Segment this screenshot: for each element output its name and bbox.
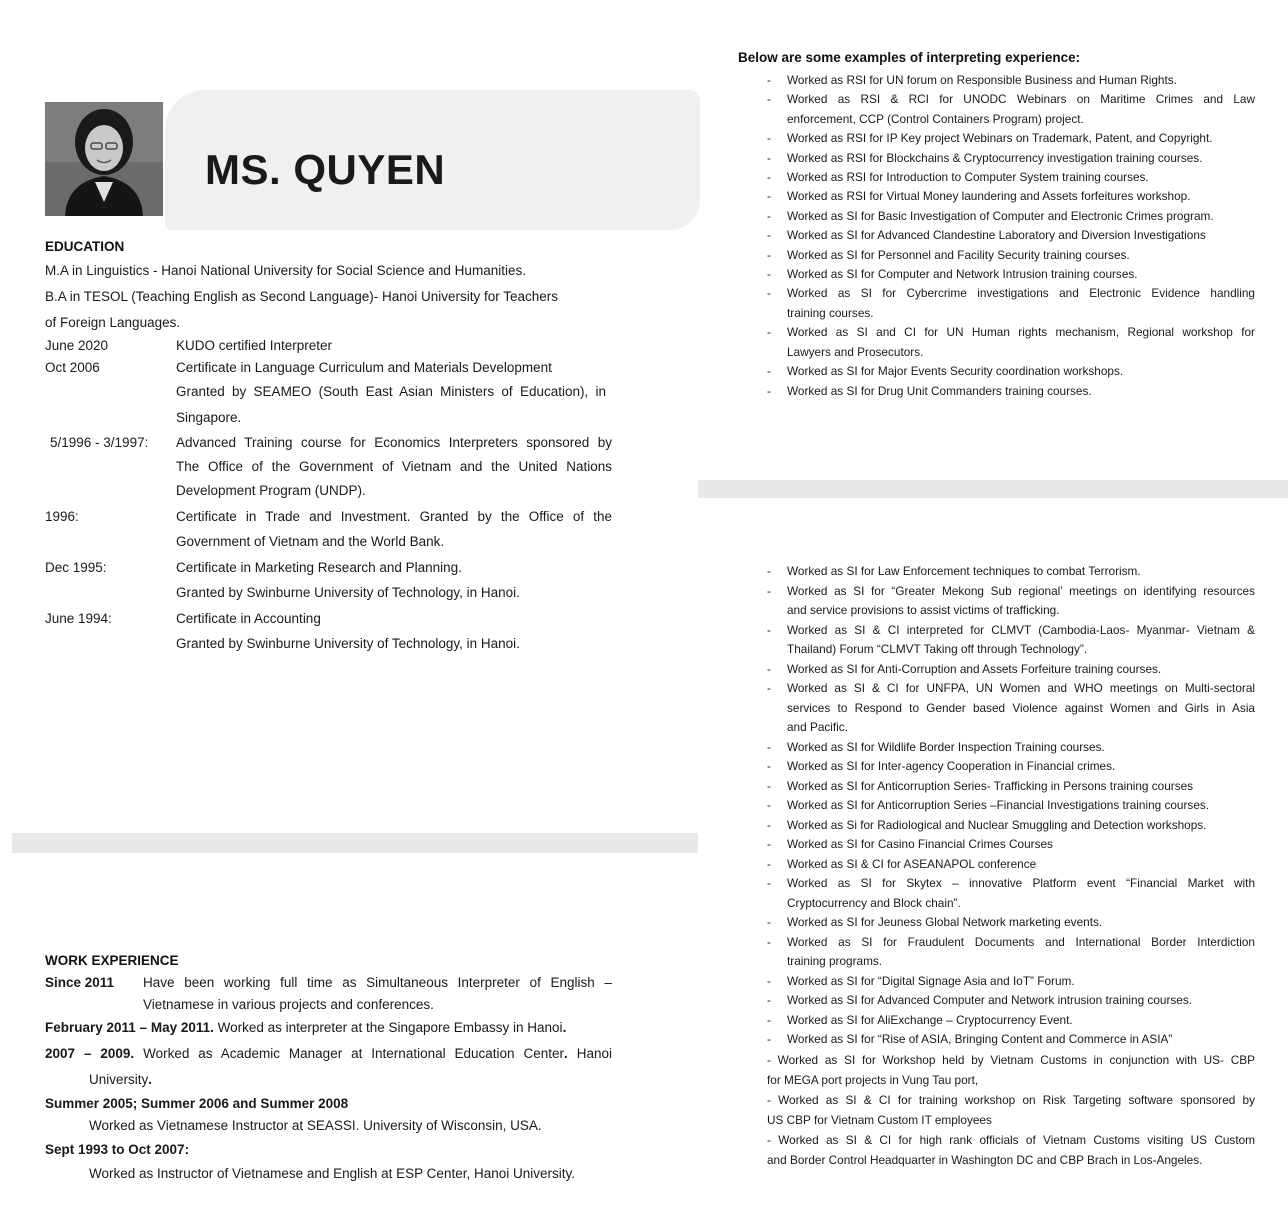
list-item [767, 796, 1255, 816]
list-item-text: Worked as SI for Casino Financial Crimes Courses [787, 837, 1053, 851]
bullet-dash: - [767, 1032, 771, 1046]
bullet-dash: - [767, 739, 771, 754]
list-item-text: Worked as SI & CI for UNFPA, UN Women and WHO meetings on Multi-sectoral [787, 681, 1255, 695]
list-item-text: Worked as RSI for Virtual Money laundering and Assets forfeitures workshop. [787, 189, 1191, 204]
list-item [767, 129, 1255, 148]
edu-date: 5/1996 - 3/1997: [50, 435, 149, 450]
list-item-text: Worked as SI & CI for ASEANAPOL conference [787, 856, 1037, 871]
bullet-dash: - [767, 208, 771, 223]
bullet-dash: - [767, 798, 771, 812]
work-date: Summer 2005; Summer 2006 and Summer 2008 [45, 1096, 349, 1111]
list-item [767, 816, 1255, 836]
list-item-text: Worked as RSI for IP Key project Webinars on Trademark, Patent, and Copyright. [787, 131, 1213, 146]
bullet-dash: - [767, 92, 771, 107]
degree-ba: B.A in TESOL (Teaching English as Second Language)- Hanoi University for Teachers [45, 289, 559, 304]
bullet-dash: - [767, 247, 771, 262]
work-date: February 2011 – May 2011. [45, 1020, 214, 1035]
bullet-dash: - [767, 131, 771, 146]
list-item-text: Worked as SI for “Rise of ASIA, Bringing Content and Commerce in ASIA” [787, 1032, 1173, 1046]
work-date: Sept 1993 to Oct 2007: [45, 1142, 190, 1157]
bullet-dash: - [767, 228, 771, 243]
list-item-text: Worked as SI for Computer and Network Intrusion training courses. [787, 267, 1138, 282]
list-item-text: - Worked as SI & CI for high rank officials of Vietnam Customs visiting US Custom [767, 1133, 1255, 1147]
edu-line: Certificate in Language Curriculum and Materials Development [176, 360, 552, 375]
page-separator-left [12, 833, 698, 853]
list-item-text: Worked as SI for Fraudulent Documents and International Border Interdiction [787, 934, 1255, 949]
list-item-text: Worked as RSI for Introduction to Computer System training courses. [787, 170, 1149, 185]
bullet-dash: - [767, 622, 771, 637]
work-text: Worked as Academic Manager at International Education Center [143, 1046, 565, 1061]
list-item [767, 679, 1255, 738]
list-item-text: US CBP for Vietnam Custom IT employees [767, 1113, 992, 1127]
work-date: 2007 – 2009. [45, 1046, 135, 1061]
list-item-text: Lawyers and Prosecutors. [787, 344, 924, 359]
work-heading: WORK EXPERIENCE [45, 953, 179, 968]
bullet-dash: - [767, 759, 771, 773]
list-item [767, 149, 1255, 168]
list-item-text: training courses. [787, 305, 874, 320]
list-item [767, 284, 1255, 323]
list-item-text: Worked as SI for Advanced Computer and Network intrusion training courses. [787, 993, 1193, 1007]
list-item-text: Worked as RSI & RCI for UNODC Webinars on Maritime Crimes and Law [787, 92, 1255, 107]
list-item [767, 226, 1255, 245]
work-text: Worked as Vietnamese Instructor at SEASSI. University of Wisconsin, USA. [89, 1118, 542, 1133]
list-item-text: Worked as SI for Cybercrime investigations and Electronic Evidence handling [787, 286, 1255, 301]
list-item [767, 207, 1255, 226]
list-item-text: Thailand) Forum “CLMVT Taking off through Technology”. [787, 642, 1088, 656]
list-item-text: Worked as RSI for UN forum on Responsible Business and Human Rights. [787, 73, 1177, 87]
list-item-text: Worked as SI for Drug Unit Commanders training courses. [787, 383, 1092, 398]
list-item [767, 777, 1255, 797]
list-item [767, 913, 1255, 933]
edu-line: Certificate in Accounting [176, 611, 321, 626]
profile-photo [45, 102, 163, 216]
list-item [767, 1030, 1255, 1050]
bullet-dash: - [767, 1012, 771, 1027]
list-item [767, 660, 1255, 680]
list-item-text: Worked as SI for Basic Investigation of Computer and Electronic Crimes program. [787, 208, 1214, 223]
list-item-text: and service provisions to assist victims of trafficking. [787, 603, 1060, 617]
list-item-text: and Pacific. [787, 720, 848, 734]
list-item [767, 835, 1255, 855]
work-text: Hanoi [576, 1046, 612, 1061]
list-item [767, 582, 1255, 621]
list-item-text: Worked as SI and CI for UN Human rights mechanism, Regional workshop for [787, 325, 1255, 340]
edu-date: Dec 1995: [45, 560, 107, 575]
list-item-text: Worked as SI for “Greater Mekong Sub regional’ meetings on identifying resources [787, 583, 1255, 598]
degree-ma: M.A in Linguistics - Hanoi National University for Social Science and Humanities. [45, 263, 526, 278]
edu-date: June 2020 [45, 338, 109, 353]
list-item-text: Worked as SI for Advanced Clandestine Laboratory and Diversion Investigations [787, 228, 1206, 243]
bullet-dash: - [767, 150, 771, 165]
edu-date: Oct 2006 [45, 360, 100, 375]
work-text: Worked as Instructor of Vietnamese and English at ESP Center, Hanoi University. [89, 1166, 575, 1181]
work-entry-feb-2011 [45, 1020, 566, 1035]
list-item-text: and Border Control Headquarter in Washington DC and CBP Brach in Los-Angeles. [767, 1153, 1203, 1167]
list-item-text: Worked as SI for Jeuness Global Network marketing events. [787, 915, 1103, 929]
edu-date: June 1994: [45, 611, 112, 626]
edu-line: The Office of the Government of Vietnam and the United Nations [176, 459, 612, 474]
edu-line: Granted by Swinburne University of Technology, in Hanoi. [176, 636, 520, 651]
list-item-text: Worked as SI for Anticorruption Series- Trafficking in Persons training courses [787, 778, 1194, 793]
list-item [767, 757, 1255, 777]
list-item-text: services to Respond to Gender based Violence against Women and Girls in Asia [787, 700, 1255, 715]
list-item [767, 621, 1255, 660]
edu-line: Granted by SEAMEO (South East Asian Ministers of Education), in [176, 384, 606, 399]
list-item-text: - Worked as SI for Workshop held by Vietnam Customs in conjunction with US- CBP [767, 1053, 1255, 1067]
list-item-text: Worked as SI for Personnel and Facility Security training courses. [787, 247, 1130, 262]
list-item [767, 382, 1255, 401]
list-item [767, 991, 1255, 1011]
bullet-dash: - [767, 661, 771, 676]
list-item-text: for MEGA port projects in Vung Tau port, [767, 1073, 979, 1087]
edu-line: KUDO certified Interpreter [176, 338, 333, 353]
list-item [767, 738, 1255, 758]
list-item-text: Worked as SI for “Digital Signage Asia and IoT” Forum. [787, 973, 1075, 988]
bullet-dash: - [767, 915, 771, 929]
list-item [767, 187, 1255, 206]
interpreting-list-top [767, 71, 1255, 401]
work-entry-2007-cont [89, 1072, 152, 1087]
edu-line: Granted by Swinburne University of Technology, in Hanoi. [176, 585, 520, 600]
work-entry-2007 [45, 1046, 612, 1061]
bullet-dash: - [767, 817, 771, 832]
bullet-dash: - [767, 364, 771, 379]
candidate-name: MS. QUYEN [205, 146, 446, 193]
bullet-dash: - [767, 286, 771, 301]
work-punct: . [148, 1072, 153, 1087]
list-item-text: Cryptocurrency and Block chain”. [787, 895, 961, 910]
list-item [767, 855, 1255, 875]
list-item-text: Worked as SI for Anticorruption Series –Financial Investigations training courses. [787, 798, 1210, 812]
list-item [767, 362, 1255, 381]
interpreting-heading: Below are some examples of interpreting experience: [738, 50, 1081, 65]
edu-line: Government of Vietnam and the World Bank. [176, 534, 445, 549]
edu-line: Advanced Training course for Economics Interpreters sponsored by [176, 435, 612, 450]
list-item [767, 874, 1255, 913]
bullet-dash: - [767, 383, 771, 398]
list-item-text: Worked as Si for Radiological and Nuclear Smuggling and Detection workshops. [787, 817, 1207, 832]
bullet-dash: - [767, 934, 771, 949]
list-item [767, 972, 1255, 992]
list-item-text: Worked as SI for Wildlife Border Inspection Training courses. [787, 739, 1105, 754]
edu-date: 1996: [45, 509, 79, 524]
edu-line: Singapore. [176, 410, 242, 425]
bullet-dash: - [767, 267, 771, 282]
work-punct: . [564, 1046, 568, 1061]
edu-line: Certificate in Trade and Investment. Granted by the Office of the [176, 509, 612, 524]
work-text: Have been working full time as Simultaneous Interpreter of English – [143, 975, 612, 990]
list-item-text: training programs. [787, 954, 883, 968]
list-item-text: Worked as SI for Anti-Corruption and Assets Forfeiture training courses. [787, 661, 1162, 676]
list-item [767, 90, 1255, 129]
interpreting-list-plain [767, 1050, 1255, 1170]
bullet-dash: - [767, 973, 771, 988]
bullet-dash: - [767, 73, 771, 87]
list-item [767, 246, 1255, 265]
list-item-text: Worked as SI for AliExchange – Cryptocurrency Event. [787, 1012, 1073, 1027]
list-item-text: Worked as SI for Inter-agency Cooperation in Financial crimes. [787, 759, 1116, 773]
list-item [767, 562, 1255, 582]
list-item-text: Worked as SI for Law Enforcement techniques to combat Terrorism. [787, 564, 1141, 578]
list-item [767, 933, 1255, 972]
bullet-dash: - [767, 681, 771, 695]
list-item-text: enforcement, CCP (Control Containers Program) project. [787, 111, 1084, 126]
edu-line: Certificate in Marketing Research and Planning. [176, 560, 462, 575]
bullet-dash: - [767, 170, 771, 185]
bullet-dash: - [767, 189, 771, 204]
work-date: Since 2011 [45, 975, 115, 990]
portrait-image [45, 102, 163, 216]
list-item-text: Worked as RSI for Blockchains & Cryptocurrency investigation training courses. [787, 150, 1203, 165]
bullet-dash: - [767, 876, 771, 890]
bullet-dash: - [767, 993, 771, 1007]
work-text: Vietnamese in various projects and conferences. [143, 997, 434, 1012]
list-item-text: Worked as SI for Skytex – innovative Platform event “Financial Market with [787, 876, 1255, 890]
list-item [767, 71, 1255, 90]
list-item [767, 265, 1255, 284]
list-item-text: Worked as SI & CI interpreted for CLMVT (Cambodia-Laos- Myanmar- Vietnam & [787, 622, 1255, 637]
page-separator-right [698, 480, 1288, 498]
bullet-dash: - [767, 583, 771, 598]
list-item-text: - Worked as SI & CI for training workshop on Risk Targeting software sponsored by [767, 1093, 1255, 1107]
list-item [767, 1011, 1255, 1031]
work-punct: . [562, 1020, 567, 1035]
list-item [767, 168, 1255, 187]
degree-ba-cont: of Foreign Languages. [45, 315, 181, 330]
work-text: University [89, 1072, 149, 1087]
education-heading: EDUCATION [45, 239, 125, 254]
edu-line: Development Program (UNDP). [176, 483, 366, 498]
bullet-dash: - [767, 325, 771, 340]
bullet-dash: - [767, 778, 771, 793]
bullet-dash: - [767, 564, 771, 578]
work-text: Worked as interpreter at the Singapore Embassy in Hanoi [213, 1020, 563, 1035]
list-item-text: Worked as SI for Major Events Security coordination workshops. [787, 364, 1124, 379]
list-item [767, 323, 1255, 362]
bullet-dash: - [767, 856, 771, 871]
bullet-dash: - [767, 837, 771, 851]
interpreting-list-bottom [767, 562, 1255, 1050]
